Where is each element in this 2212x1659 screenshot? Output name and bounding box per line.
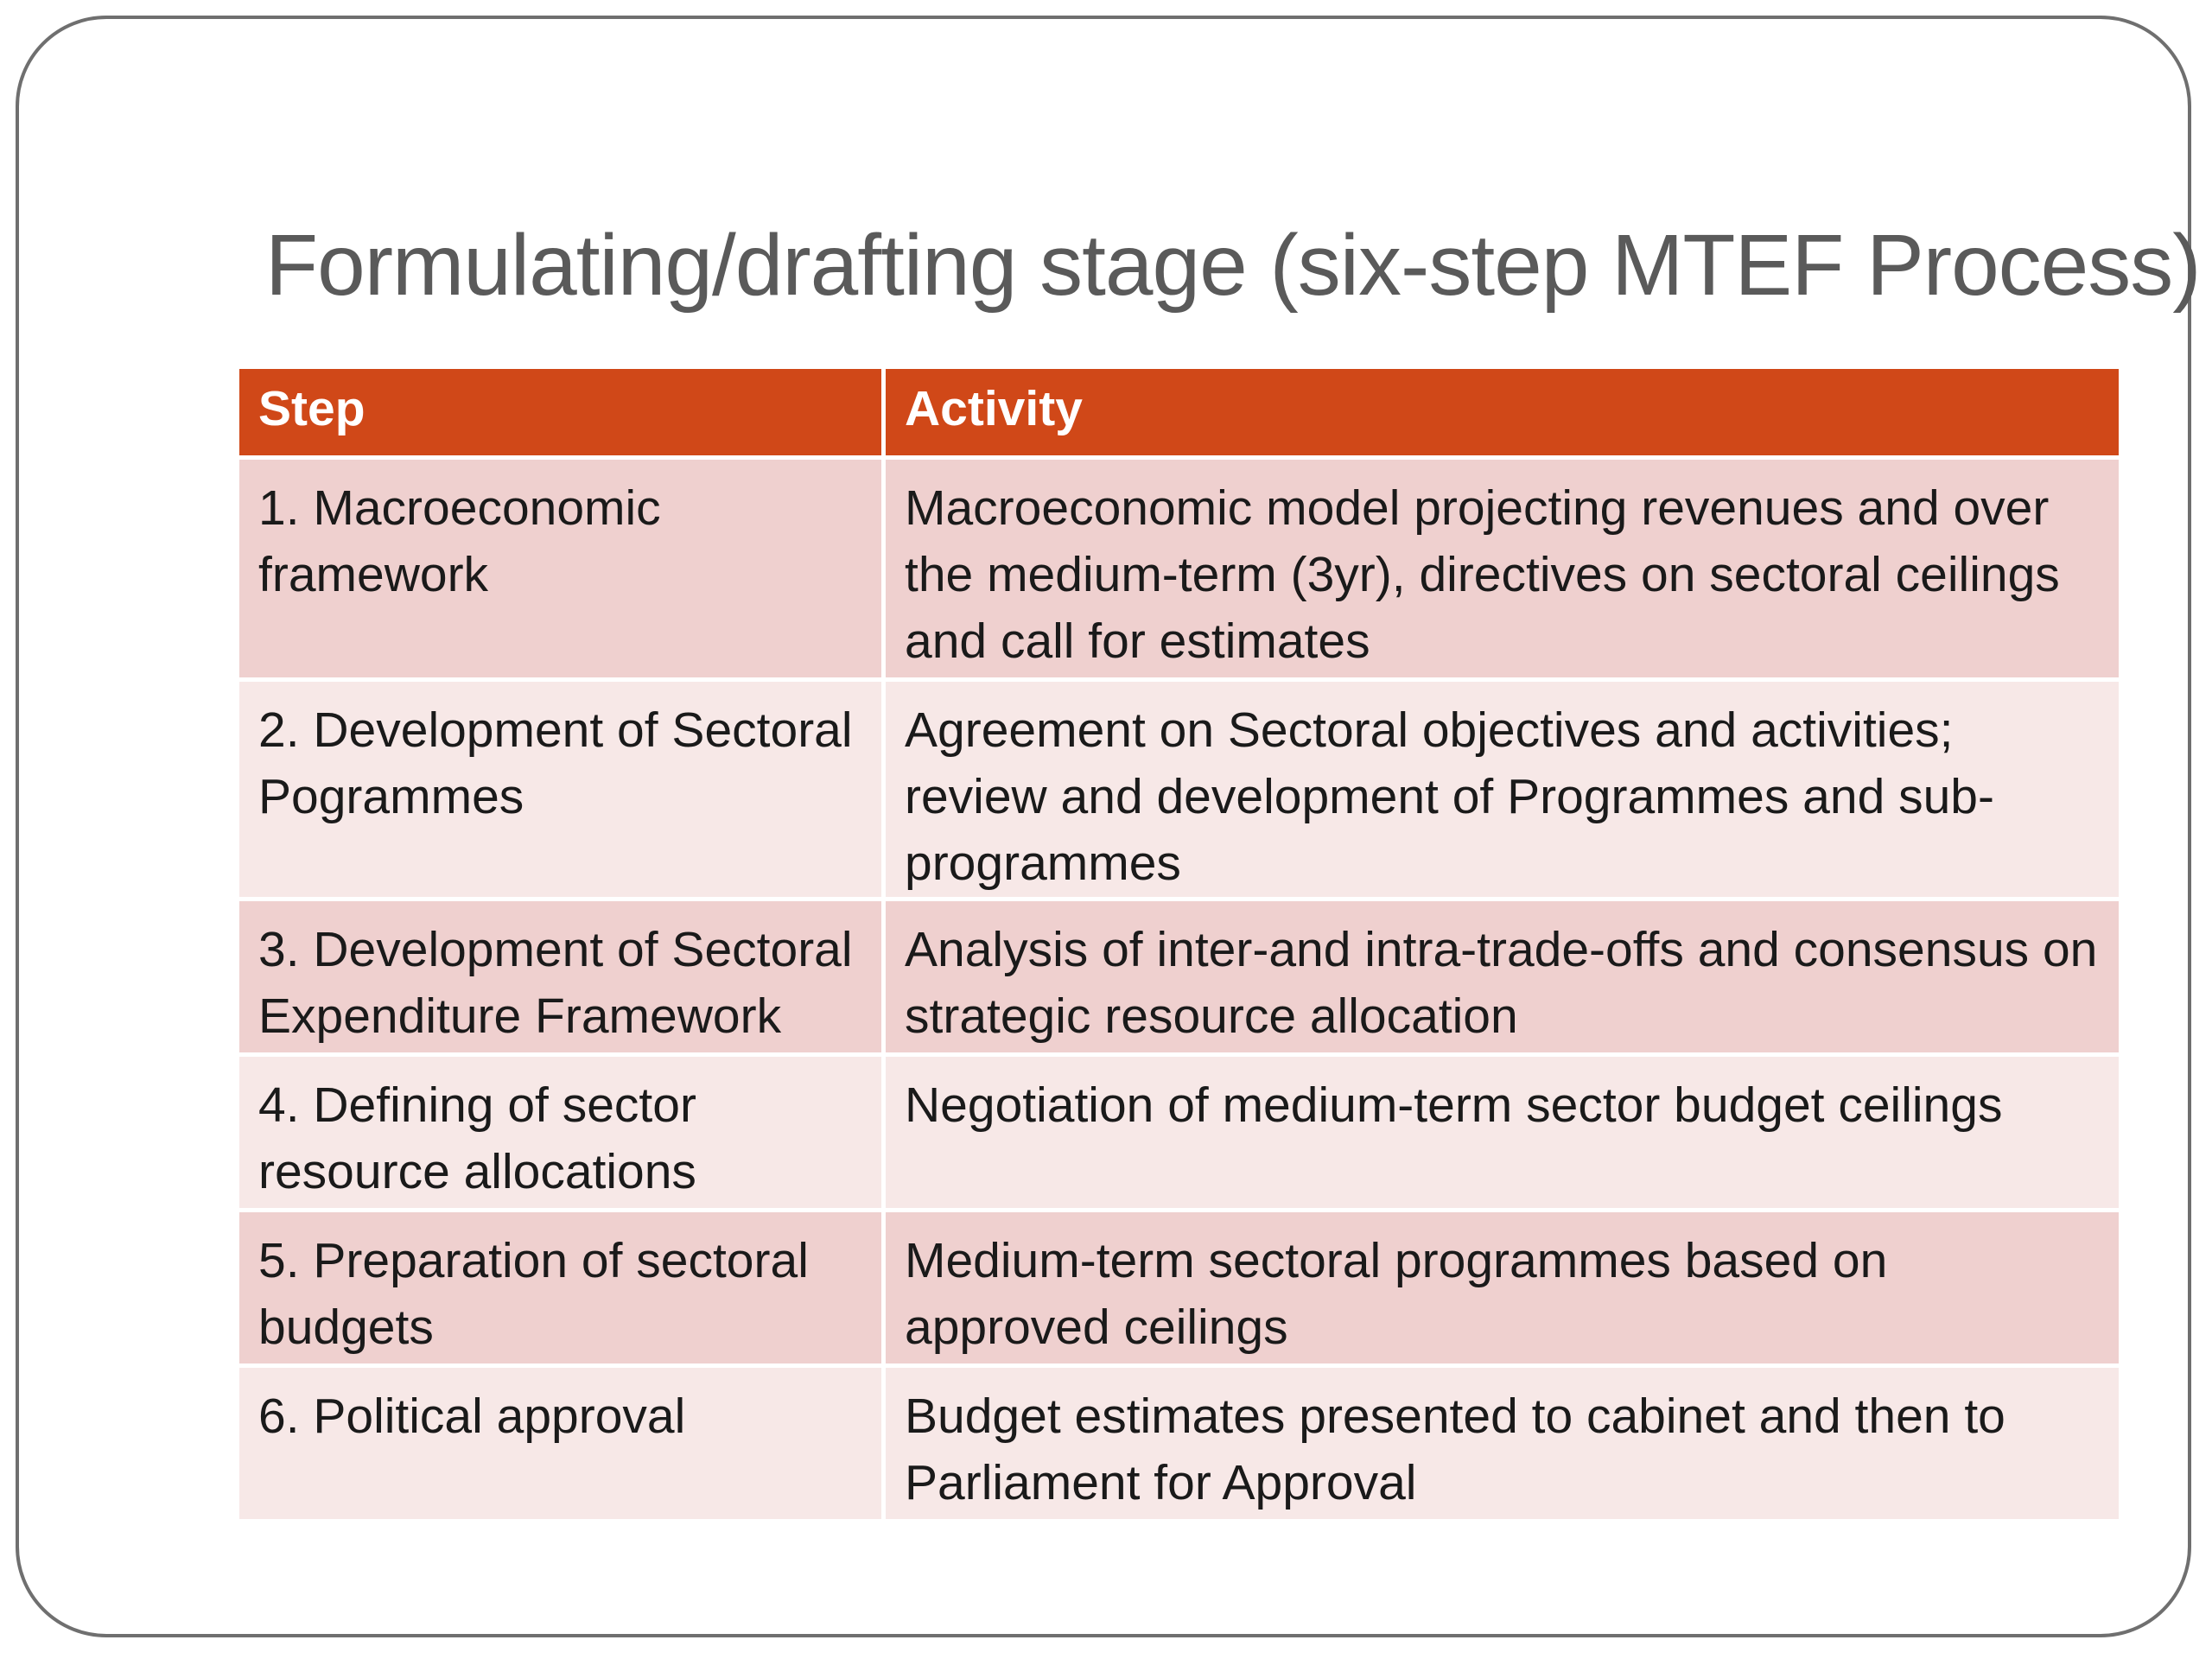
table-header-row xyxy=(239,369,2119,455)
slide-frame xyxy=(16,16,2201,1637)
table-row xyxy=(239,460,2119,677)
column-header-step: Step xyxy=(239,369,881,455)
column-header-activity: Activity xyxy=(886,369,2119,455)
activity-cell: Agreement on Sectoral objectives and activities; review and development of Programmes and sub-programmes xyxy=(886,682,2119,897)
step-cell: 3. Development of Sectoral Expenditure Framework xyxy=(239,901,881,1052)
activity-cell: Analysis of inter-and intra-trade-offs and consensus on strategic resource allocation xyxy=(886,901,2119,1052)
step-cell: 1. Macroeconomic framework xyxy=(239,460,881,677)
step-cell: 2. Development of Sectoral Pogrammes xyxy=(239,682,881,897)
table-row xyxy=(239,901,2119,1052)
activity-cell: Budget estimates presented to cabinet and then to Parliament for Approval xyxy=(886,1368,2119,1519)
table-row xyxy=(239,1057,2119,1208)
step-cell: 6. Political approval xyxy=(239,1368,881,1519)
activity-cell: Macroeconomic model projecting revenues and over the medium-term (3yr), directives on sectoral ceilings and call for estimates xyxy=(886,460,2119,677)
activity-cell: Medium-term sectoral programmes based on approved ceilings xyxy=(886,1212,2119,1363)
table-row xyxy=(239,682,2119,897)
mtef-steps-table xyxy=(235,365,2123,1523)
table-row xyxy=(239,1212,2119,1363)
table-row xyxy=(239,1368,2119,1519)
activity-cell: Negotiation of medium-term sector budget ceilings xyxy=(886,1057,2119,1208)
step-cell: 5. Preparation of sectoral budgets xyxy=(239,1212,881,1363)
slide-title: Formulating/drafting stage (six-step MTEF Process) xyxy=(265,217,2201,314)
step-cell: 4. Defining of sector resource allocations xyxy=(239,1057,881,1208)
